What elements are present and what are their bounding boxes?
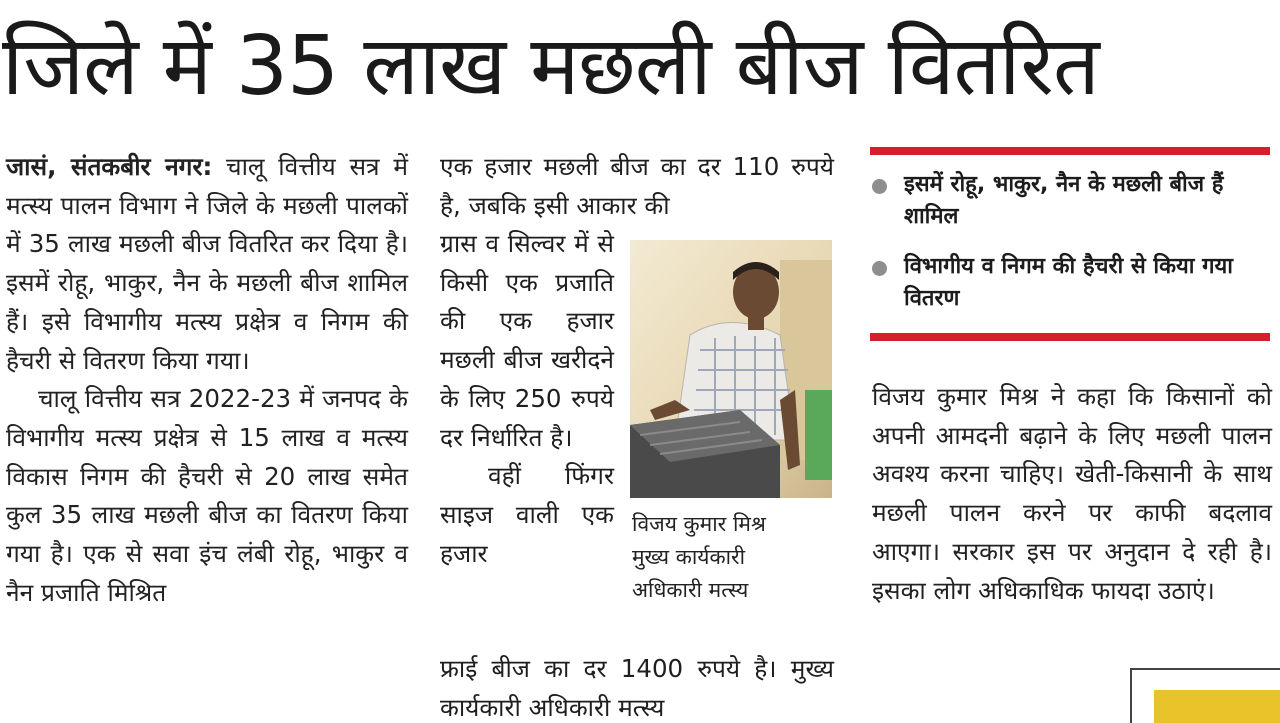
highlight-text: इसमें रोहू, भाकुर, नैन के मछली बीज हैं शामिल [904, 172, 1224, 229]
highlights-box [870, 147, 1272, 343]
caption-line: मुख्य कार्यकारी [632, 545, 746, 569]
caption-line: विजय कुमार मिश्र [632, 512, 766, 536]
article-headline: जिले में 35 लाख मछली बीज वितरित [2, 19, 1099, 114]
paragraph-text: चालू वित्तीय सत्र में मत्स्य पालन विभाग ने जिले के मछली पालकों में 35 लाख मछली बीज वितरित कर दिया है। इसमें रोहू, भाकुर, नैन के मछली बीज शामिल हैं। इसे विभागीय मत्स्य प्रक्षेत्र व निगम की हैचरी से वितरण किया गया। [6, 152, 408, 375]
highlight-item [870, 169, 1270, 233]
article-column-2-narrow [440, 225, 614, 573]
bullet-icon [872, 179, 887, 194]
article-column-2-bottom: फ्राई बीज का दर 1400 रुपये है। मुख्य कार्यकारी अधिकारी मत्स्य [440, 654, 834, 722]
highlight-text: विभागीय व निगम की हैचरी से किया गया वितरण [904, 254, 1233, 311]
highlight-item [870, 251, 1270, 315]
article-column-3 [872, 378, 1272, 610]
article-paragraph: ग्रास व सिल्वर में से किसी एक प्रजाति की एक हजार मछली बीज खरीदने के लिए 250 रुपये दर निर्धारित है। [440, 229, 614, 452]
adjacent-article-image [1154, 690, 1280, 723]
article-paragraph: विजय कुमार मिश्र ने कहा कि किसानों को अपनी आमदनी बढ़ाने के लिए मछली पालन अवश्य करना चाहिए। खेती-किसानी के साथ मछली पालन करने पर काफी बदलाव आएगा। सरकार इस पर अनुदान दे रही है। इसका लोग अधिकाधिक फायदा उठाएं। [872, 382, 1272, 605]
article-paragraph: वहीं फिंगर साइज वाली एक हजार [440, 461, 614, 568]
dateline: जासं, संतकबीर नगर: [6, 152, 213, 181]
article-paragraph: चालू वित्तीय सत्र 2022-23 में जनपद के विभागीय मत्स्य प्रक्षेत्र से 15 लाख व मत्स्य विकास निगम की हैचरी से 20 लाख समेत कुल 35 लाख मछली बीज का वितरण किया गया है। एक से सवा इंच लंबी रोहू, भाकुर व नैन प्रजाति मिश्रित [6, 384, 408, 607]
man-at-desk-photo-icon [630, 240, 832, 498]
official-photo [630, 240, 832, 498]
caption-line: अधिकारी मत्स्य [632, 578, 749, 602]
article-paragraph [6, 148, 408, 380]
article-column-1 [6, 148, 408, 612]
photo-caption [632, 508, 832, 607]
red-divider-top [870, 147, 1270, 155]
article-column-2-top: एक हजार मछली बीज का दर 110 रुपये है, जबकि इसी आकार की [440, 152, 834, 220]
bullet-icon [872, 261, 887, 276]
red-divider-bottom [870, 333, 1270, 341]
